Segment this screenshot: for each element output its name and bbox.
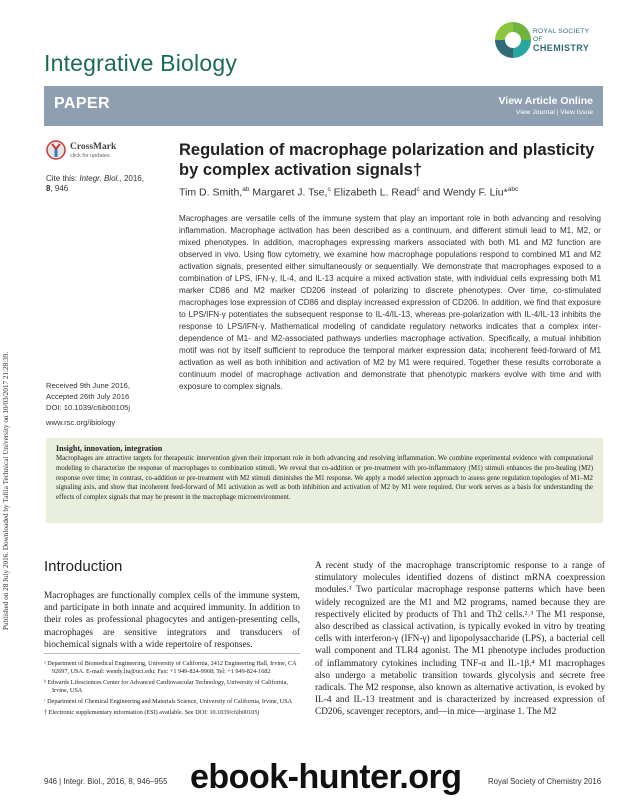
footnote-affiliation-a: ᵃ Department of Biomedical Engineering, University of California, 2412 Engineering Hall, Irvine, CA 92697, USA. E-mail: wendy.liu@uci.edu; Fax: +1 949-824-9968; Tel: +1 949-824-1682 (44, 660, 297, 676)
author-name: Tim D. Smith, (179, 186, 243, 199)
publisher-logo[interactable] (493, 20, 598, 70)
footnote-divider (44, 653, 300, 654)
insight-title: Insight, innovation, integration (56, 444, 163, 453)
citation-page: , 946 (50, 184, 69, 193)
footnote-affiliation-b: ᵇ Edwards Lifesciences Center for Advanced Cardiovascular Technology, University of California, Irvine, USA (44, 679, 288, 695)
publication-stamp (2, 150, 14, 630)
citation-volume: 8 (46, 184, 51, 193)
doi[interactable]: DOI: 10.1039/c6ib00105j (46, 403, 131, 412)
journal-website-link[interactable]: www.rsc.org/ibiology (46, 418, 116, 427)
crossmark-subtitle: click for updates (70, 153, 110, 159)
crossmark-icon (46, 140, 66, 160)
footnote-affiliation-c: ᶜ Department of Chemical Engineering and Materials Science, University of California, Irvine, USA (44, 698, 293, 706)
page-footer-right: Royal Society of Chemistry 2016 (488, 777, 602, 786)
publisher-logo-text: ROYAL SOCIETY OF CHEMISTRY (533, 28, 590, 53)
accepted-date: Accepted 26th July 2016 (46, 392, 130, 401)
article-dates (46, 380, 166, 413)
abstract: Macrophages are versatile cells of the immune system that play an important role in both advancing and resolving inflammation. Macrophage activation has been described as a continuum, and different stimuli lead to M1, M2, or mixed phenotypes. In addition, macrophages expressing markers associated with both M1 and M2 function are observed in vivo. Using flow cytometry, we examine how macrophage populations respond to combined M1 and M2 activation signals, presented either simultaneously or sequentially. We demonstrate that macrophages exposed to a combination of LPS, IFN-γ, IL-4, and IL-13 acquire a mixed activation state, with individual cells expressing both M1 marker CD86 and M2 marker CD206 instead of polarizing to discrete phenotypes. Over time, co-stimulated macrophages lose expression of CD86 and display increased expression of CD206. In addition, we find that exposure to LPS/IFN-γ potentiates the subsequent response to IL-4/IL-13, whereas pre-polarization with IL-4/IL-13 inhibits the response to LPS/IFN-γ. Mathematical modeling of candidate regulatory networks indicates that a complex inter-dependence of M1- and M2-associated pathways underlies macrophage activation. Specifically, a mutual inhibition motif was not by itself sufficient to reproduce the temporal marker expression data; incoherent feed-forward of M1 activation as well as both inhibition and activation of M2 by M1 were required. Together these results corroborate a continuum model of macrophage activation and demonstrate that phenotypic markers evolve with time and with exposure to complex signals. (179, 214, 601, 392)
intro-left-column: Macrophages are functionally complex cells of the immune system, and participate in both innate and acquired immunity. In addition to their roles as professional phagocytes and antigen-presenting cells, macrophages are sensitive integrators and transducers of biochemical signals with a wide repertoire of responses. (44, 591, 300, 650)
view-journal-issue-links[interactable]: View Journal | View Issue (515, 109, 593, 116)
section-heading-introduction: Introduction (44, 558, 123, 575)
received-date: Received 9th June 2016, (46, 381, 131, 390)
publication-stamp-text: Published on 28 July 2016. Downloaded by Tafila Technical University on 10/03/2017 21:28:39. (2, 351, 10, 630)
insight-body: Macrophages are attractive targets for therapeutic intervention given their important role in both advancing and resolving inflammation. We combine experimental evidence with computational modeling to characterize the response of macrophages to combination stimuli. We reveal that co-addition or pre-treatment with pro-inflammatory (M1) stimuli enhances the pro-healing (M2) response over time; in contrast, co-addition or pre-treatment with M2 stimuli diminishes the M1 response. We apply a model selection approach to assess gene regulation topologies of M1–M2 signaling axis, and show that incoherent feed-forward of M1 activation as well as both inhibition and activation of M2 by M1 were required. Our work serves as a basis for understanding the effects of complex signals that may be present in the macrophage microenvironment. (56, 455, 593, 502)
page-footer-left: 946 | Integr. Biol., 2016, 8, 946–955 (44, 777, 168, 786)
footnotes (44, 660, 304, 720)
citation-year: 2016, (121, 174, 144, 183)
crossmark-title: CrossMark (70, 142, 117, 152)
article-type-label: PAPER (54, 95, 110, 112)
rsc-emblem-icon (493, 20, 533, 64)
author-name: and Wendy F. Liu* (419, 186, 508, 199)
view-article-online-link[interactable]: View Article Online (498, 95, 593, 107)
citation-prefix: Cite this: (46, 174, 80, 183)
article-type-banner (44, 86, 603, 126)
insight-box (46, 438, 603, 523)
citation-journal: Integr. Biol., (79, 174, 122, 183)
citation-block (46, 174, 166, 194)
author-name: Margaret J. Tse, (249, 186, 328, 199)
footnote-esi: † Electronic supplementary information (ESI) available. See DOI: 10.1039/c6ib00105j (44, 708, 260, 716)
paper-title: Regulation of macrophage polarization and plasticity by complex activation signals† (179, 141, 595, 179)
crossmark-badge[interactable] (46, 140, 126, 162)
intro-right-column: A recent study of the macrophage transcriptomic response to a range of stimulatory molecules identified dozens of distinct mRNA coexpression modules.¹ Two particular macrophage response patterns which have been widely recognized are the M1 and M2 programs, named because they are respectively elicited by products of Th1 and Th2 cells.²˒³ The M1 response, also described as classical activation, is typically evoked in vitro by treating cells with interferon-γ (IFN-γ) and lipopolysaccharide (LPS), a bacterial cell wall component and TLR4 agonist. The M1 phenotype includes production of inflammatory cytokines including TNF-α and IL-1β.⁴ M1 macrophages also undergo a metabolic transition towards glycolysis and secrete free radicals. The M2 response, also known as alternative activation, is evoked by IL-4 and IL-13 treatment and is characterized by increased expression of CD206, scavenger receptors, and—in mice—arginase 1. The M2 (315, 561, 605, 718)
author-list: Tim D. Smith,$^{ab}$ Margaret J. Tse,$^c$ Elizabeth L. Read$^c$ and Wendy F. Liu*$^{abc}$ (179, 186, 519, 199)
journal-title: Integrative Biology (44, 50, 238, 76)
author-name: Elizabeth L. Read (330, 186, 417, 199)
banner-links (498, 95, 593, 116)
watermark: ebook-hunter.org (190, 758, 462, 796)
